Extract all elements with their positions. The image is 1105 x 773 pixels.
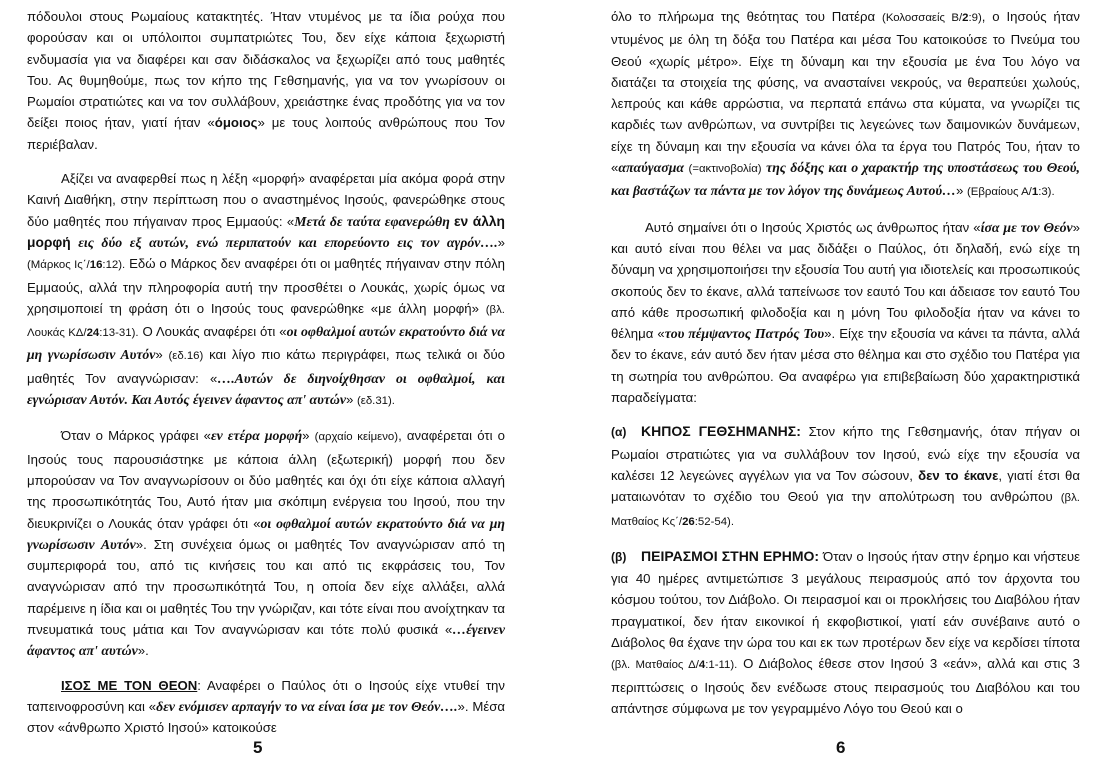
section-b: (β) ΠΕΙΡΑΣΜΟΙ ΣΤΗΝ ΕΡΗΜΟ: Όταν ο Ιησούς ήταν στην έρημο και νήστευε για 40 ημέρες αντιμετώπισε 3 μεγάλους πειρασμούς από τον άρχοντα του κόσμου τούτου, τον Διάβολο. Οι πειρασμοί και οι προκλήσεις του Διαβόλου ήταν πραγματικοί, δεν ήταν εικονικοί ή εκφοβιστικοί, γιατί εάν συνέβαινε αυτό ο Διάβολος θα έχανε την ώρα του και εκ των προτέρων δεν είχε να κερδίσει τίποτα (βλ. Ματθαίος Δ/4:1-11). Ο Διάβολος έθεσε στον Ιησού 3 «εάν», αλλά και στις 3 περιπτώσεις ο Ιησούς δεν ενέδωσε στους πειρασμούς του Διαβόλου και του απάντησε σύμφωνα με τον γεγραμμένο Λόγο του Θεού και ο [611, 547, 1080, 716]
paragraph-2: Αυτό σημαίνει ότι ο Ιησούς Χριστός ως άνθρωπος ήταν «ίσα με τον Θεόν» και αυτό είναι που θέλει να μας διδάξει ο Παύλος, ότι δηλαδή, ενώ είχε τη δύναμη να χρησιμοποιήσει την εξουσία Του αυτή για ιδιοτελείς και προσωπικούς σκοπούς δεν το έκανε, αλλά ταπείνωσε τον εαυτό Του και άδειασε τον εαυτό Του από κάθε προσωπική φιλοδοξία και η μόνη Του φιλοδοξία ήταν να κάνει το θέλημα «του πέμψαντος Πατρός Του». Είχε την εξουσία να κάνει τα πάντα, αλλά δεν το έκανε, εάν αυτό δεν ήταν μέσα στο θέλημα και στο σχέδιο του Πατέρα για τη σωτηρία του ανθρώπου. Θα αναφέρω για επιβεβαίωση δύο χαρακτηριστικά παραδείγματα: [611, 219, 1081, 406]
paragraph-3: Όταν ο Μάρκος γράφει «εν ετέρα μορφή» (αρχαίο κείμενο), αναφέρεται ότι ο Ιησούς τους παρουσιάστηκε με κάποια άλλη (εξωτερική) μορφή που δεν μπορούσαν να Τον αναγνωρίσουν οι δύο μαθητές και όχι ότι είχε κάποια αλλαγή της προσωπικότητάς Του, Αυτό ήταν μια σκόπιμη ενέργεια του Ιησού, που την διευκρινίζει ο Λουκάς όταν γράφει ότι «οι οφθαλμοί αυτών εκρατούντο διά να μη γνωρίσωσιν Αυτόν». Στη συνέχεια όμως οι μαθητές Τον αναγνώρισαν από τη συμπεριφορά του, από τις κινήσεις του και από τις εκφράσεις του, Τον αναγνώρισαν από την προσωπικότητά Του, η οποία δεν είχε αλλάξει, αλλά παρέμεινε η ίδια και οι μαθητές Του την γνώριζαν, και τότε είναι που ανοίχτηκαν τα πνευματικά τους μάτια και Τον αναγνώρισαν και τότε πολύ φυσικά «…έγεινεν άφαντος απ' αυτών». [27, 428, 506, 659]
section-b-label: (β) [611, 549, 627, 564]
section-a-label: (α) [611, 425, 627, 440]
paragraph-1: όλο το πλήρωμα της θεότητας του Πατέρα (Κολοσσαείς Β/2:9), ο Ιησούς ήταν ντυμένος με όλη τη δόξα του Πατέρα και μέσα Του κατοικούσε το Πνεύμα του Θεού «χωρίς μέτρο». Είχε τη δύναμη και την εξουσία με ένα Του λόγο να διατάζει τα στοιχεία της φύσης, να ανασταίνει νεκρούς, να θεραπεύει χωλούς, λεπρούς και κάθε αρρώστια, να περπατά επάνω στα κύματα, να γνωρίζει τις καρδιές των ανθρώπων, να συντρίβει τις λεγεώνες των δαιμονικών δυνάμεων, είχε τη δύναμη και την εξουσία να κάνει όλα τα έργα του Πατρός Του, ήταν το «απαύγασμα (=ακτινοβολία) της δόξης και ο χαρακτήρ της υποστάσεως του Θεού, και βαστάζων τα πάντα με τον λόγον της δυνάμεως Αυτού…» (Εβραίους Α/1:3). [611, 9, 1080, 199]
left-page [27, 6, 505, 739]
section-a-title: ΚΗΠΟΣ ΓΕΘΣΗΜΑΝΗΣ: [641, 423, 801, 440]
right-page [611, 6, 1080, 719]
section-a: (α) ΚΗΠΟΣ ΓΕΘΣΗΜΑΝΗΣ: Στον κήπο της Γεθσημανής, όταν πήγαν οι Ρωμαίοι στρατιώτες για να συλλάβουν τον Ιησού, ενώ είχε την εξουσία να καλέσει 12 λεγεώνες αγγέλων για να Τον σώσουν, δεν το έκανε, γιατί έτσι θα ματαιωνόταν το σχέδιο του Θεού για την απολύτρωση του ανθρώπου (βλ. Ματθαίος Κς΄/26:52-54). [611, 423, 1080, 528]
paragraph-1: πόδουλοι στους Ρωμαίους κατακτητές. Ήταν ντυμένος με τα ίδια ρούχα που φορούσαν και οι υπόλοιποι συμπατριώτες Του, δεν είχε κάποια ξεχωριστή ενδυμασία για να διαφέρει και σαν διδάσκαλος να ξεχωρίζει από τους μαθητές Του. Ας θυμηθούμε, πως τον κήπο της Γεθσημανής, για να τον γνωρίσουν οι Ρωμαίοι στρατιώτες και να τον συλλάβουν, χρειάστηκε ένας προδότης για να τον δείξει ποιος ήταν, γιατί ήταν «όμοιος» με τους λοιπούς ανθρώπους που Τον περιέβαλαν. [27, 9, 506, 152]
page-number-left: 5 [253, 738, 263, 757]
paragraph-4: ΙΣΟΣ ΜΕ ΤΟΝ ΘΕΟΝ: Αναφέρει ο Παύλος ότι ο Ιησούς είχε ντυθεί την ταπεινοφροσύνη και «δεν ενόμισεν αρπαγήν το να είναι ίσα με τον Θεόν….». Μέσα στον «άνθρωπο Χριστό Ιησού» κατοικούσε [27, 677, 505, 736]
page-number-right: 6 [836, 738, 846, 757]
paragraph-2: Αξίζει να αναφερθεί πως η λέξη «μορφή» αναφέρεται μία ακόμα φορά στην Καινή Διαθήκη, στην περίπτωση που ο αναστημένος Ιησούς, φανερώθηκε στους δύο μαθητές που πήγαιναν προς Εμμαούς: «Μετά δε ταύτα εφανερώθη εν άλλη μορφή εις δύο εξ αυτών, ενώ περιπατούν και επορεύοντο εις τον αγρόν….» (Μάρκος Ις΄/16:12). Εδώ ο Μάρκος δεν αναφέρει ότι οι μαθητές πήγαιναν στην πόλη Εμμαούς, αλλά την πληροφορία αυτή την προσθέτει ο Λουκάς, χωρίς όμως να χρησιμοποιεί τη φράση ότι ο Ιησούς τους φανερώθηκε «με άλλη μορφή» (βλ. Λουκάς ΚΔ/24:13-31). Ο Λουκάς αναφέρει ότι «οι οφθαλμοί αυτών εκρατούντο διά να μη γνωρίσωσιν Αυτόν» (εδ.16) και λίγο πιο κάτω περιγράφει, πως τελικά οι δύο μαθητές Τον αναγνώρισαν: «….Αυτών δε διηνοίχθησαν οι οφθαλμοί, και εγνώρισαν Αυτόν. Και Αυτός έγεινεν άφαντος απ' αυτών» (εδ.31). [27, 171, 505, 408]
section-b-title: ΠΕΙΡΑΣΜΟΙ ΣΤΗΝ ΕΡΗΜΟ: [641, 547, 820, 564]
section-heading-isos: ΙΣΟΣ ΜΕ ΤΟΝ ΘΕΟΝ [61, 677, 198, 693]
